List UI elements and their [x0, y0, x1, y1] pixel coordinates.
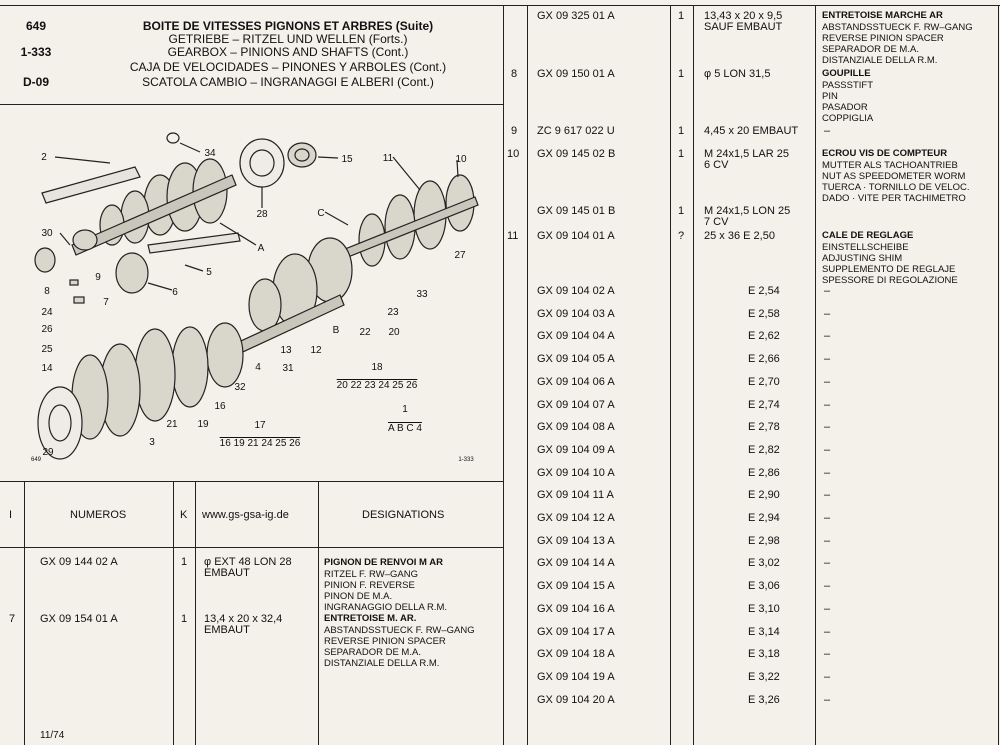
- part-number: GX 09 325 01 A: [537, 10, 615, 22]
- callout-13: 13: [280, 345, 292, 356]
- rule-left-desig: [318, 481, 319, 745]
- desig-line: SEPARADOR DE M.A.: [324, 647, 421, 658]
- header-code-d09: D-09: [22, 75, 49, 89]
- part-number: GX 09 104 19 A: [537, 671, 615, 683]
- rule-right-k: [670, 5, 671, 745]
- rule-col-main: [503, 5, 504, 745]
- part-number: GX 09 104 18 A: [537, 648, 615, 660]
- ref-index: 7: [9, 613, 16, 625]
- desig-dash: –: [824, 285, 831, 297]
- part-number: GX 09 145 02 B: [537, 148, 616, 160]
- callout-18: 18: [371, 362, 383, 373]
- desig-line: SEPARADOR DE M.A.: [822, 44, 919, 55]
- callout-12: 12: [310, 345, 322, 356]
- dim-line: φ EXT 48 LON 28: [204, 556, 292, 568]
- desig-dash: –: [824, 330, 831, 342]
- callout-22: 22: [359, 327, 371, 338]
- thickness: E 2,94: [748, 512, 780, 524]
- callout-c: C: [317, 208, 325, 219]
- desig-title: ENTRETOISE M. AR.: [324, 613, 417, 624]
- desig-dash: –: [824, 308, 831, 320]
- thickness: E 3,06: [748, 580, 780, 592]
- desig-title: CALE DE REGLAGE: [822, 230, 914, 241]
- dim-line: 6 CV: [704, 159, 729, 171]
- part-number: GX 09 104 03 A: [537, 308, 615, 320]
- desig-dash: –: [824, 694, 831, 706]
- header-title-es: CAJA DE VELOCIDADES – PINONES Y ARBOLES (Cont.): [129, 60, 447, 74]
- desig-dash: –: [824, 376, 831, 388]
- thickness: E 3,26: [748, 694, 780, 706]
- dim-line: 13,43 x 20 x 9,5: [704, 10, 783, 22]
- dim-line: EMBAUT: [204, 624, 250, 636]
- callout-23: 23: [387, 307, 399, 318]
- part-number: GX 09 104 04 A: [537, 330, 615, 342]
- callout-b: B: [332, 325, 340, 336]
- desig-line: DISTANZIALE DELLA R.M.: [822, 55, 938, 66]
- thickness: E 2,90: [748, 489, 780, 501]
- header-title-it: SCATOLA CAMBIO – INGRANAGGI E ALBERI (Cont.): [142, 75, 434, 89]
- desig-line: PIN: [822, 91, 838, 102]
- desig-line: ABSTANDSSTUECK F. RW–GANG: [324, 625, 475, 636]
- ref-index: 11: [507, 230, 519, 242]
- header-code-1333: 1-333: [20, 45, 52, 59]
- callout-17: 17: [254, 420, 266, 431]
- rule-left-k: [173, 481, 174, 745]
- qty: 1: [181, 556, 188, 568]
- part-number: GX 09 104 06 A: [537, 376, 615, 388]
- col-header-designations: DESIGNATIONS: [362, 509, 445, 521]
- desig-line: INGRANAGGIO DELLA R.M.: [324, 602, 447, 613]
- part-number: GX 09 104 12 A: [537, 512, 615, 524]
- thickness: E 3,18: [748, 648, 780, 660]
- callout-29: 29: [42, 447, 54, 458]
- dim-line: 25 x 36 E 2,50: [704, 230, 775, 242]
- callout-34: 34: [204, 148, 216, 159]
- desig-dash: –: [824, 512, 831, 524]
- part-number: GX 09 104 15 A: [537, 580, 615, 592]
- thickness: E 2,58: [748, 308, 780, 320]
- thickness: E 2,70: [748, 376, 780, 388]
- desig-dash: –: [824, 444, 831, 456]
- thickness: E 2,86: [748, 467, 780, 479]
- desig-dash: –: [824, 626, 831, 638]
- callout-6: 6: [172, 287, 178, 298]
- desig-line: –: [824, 125, 831, 137]
- part-number: GX 09 145 01 B: [537, 205, 616, 217]
- col-header-k: K: [180, 509, 188, 521]
- desig-line: DISTANZIALE DELLA R.M.: [324, 658, 440, 669]
- dim-line: φ 5 LON 31,5: [704, 68, 771, 80]
- callout-8: 8: [44, 286, 50, 297]
- desig-line: PASSSTIFT: [822, 80, 874, 91]
- desig-line: EINSTELLSCHEIBE: [822, 242, 909, 253]
- callout-21: 21: [166, 419, 178, 430]
- callout-20: 20: [388, 327, 400, 338]
- callout-26: 26: [41, 324, 53, 335]
- callout-14: 14: [41, 363, 53, 374]
- exploded-gearbox-diagram: [0, 105, 503, 481]
- part-number: GX 09 144 02 A: [40, 556, 118, 568]
- group-18-parts: 20 22 23 24 25 26: [336, 380, 418, 391]
- desig-line: SUPPLEMENTO DE REGLAJE: [822, 264, 956, 275]
- rule-right-dim: [693, 5, 694, 745]
- header-title-fr: BOITE DE VITESSES PIGNONS ET ARBRES (Suite): [142, 19, 434, 33]
- dim-line: 13,4 x 20 x 32,4: [204, 613, 283, 625]
- part-number: GX 09 104 14 A: [537, 557, 615, 569]
- thickness: E 3,10: [748, 603, 780, 615]
- desig-dash: –: [824, 648, 831, 660]
- group-17-parts: 16 19 21 24 25 26: [219, 438, 301, 449]
- thickness: E 2,78: [748, 421, 780, 433]
- part-number: GX 09 104 20 A: [537, 694, 615, 706]
- desig-line: ABSTANDSSTUECK F. RW–GANG: [822, 22, 973, 33]
- thickness: E 2,66: [748, 353, 780, 365]
- desig-line: RITZEL F. RW–GANG: [324, 569, 418, 580]
- callout-16: 16: [214, 401, 226, 412]
- part-number: GX 09 104 08 A: [537, 421, 615, 433]
- rule-thead-bottom: [0, 547, 503, 548]
- rule-left-i: [24, 481, 25, 745]
- part-number: ZC 9 617 022 U: [537, 125, 615, 137]
- corner-code: 649: [30, 457, 42, 463]
- desig-line: PINON DE M.A.: [324, 591, 393, 602]
- dim-line: 4,45 x 20 EMBAUT: [704, 125, 799, 137]
- thickness: E 2,98: [748, 535, 780, 547]
- page-footer-date: 11/74: [40, 730, 65, 741]
- part-number: GX 09 104 02 A: [537, 285, 615, 297]
- desig-line: TUERCA · TORNILLO DE VELOC.: [822, 182, 970, 193]
- callout-7: 7: [103, 297, 109, 308]
- qty: 1: [678, 205, 685, 217]
- ref-index: 8: [511, 68, 518, 80]
- desig-line: ADJUSTING SHIM: [822, 253, 903, 264]
- part-number: GX 09 104 17 A: [537, 626, 615, 638]
- desig-line: MUTTER ALS TACHOANTRIEB: [822, 160, 958, 171]
- callout-19: 19: [197, 419, 209, 430]
- dim-line: EMBAUT: [204, 567, 250, 579]
- part-number: GX 09 104 10 A: [537, 467, 615, 479]
- thickness: E 2,62: [748, 330, 780, 342]
- callout-24: 24: [41, 307, 53, 318]
- qty: 1: [678, 148, 685, 160]
- callout-32: 32: [234, 382, 246, 393]
- desig-dash: –: [824, 603, 831, 615]
- rule-right-i: [527, 5, 528, 745]
- part-number: GX 09 104 07 A: [537, 399, 615, 411]
- rule-top: [0, 5, 1000, 6]
- qty: 1: [678, 68, 685, 80]
- desig-line: DADO · VITE PER TACHIMETRO: [822, 193, 966, 204]
- desig-dash: –: [824, 535, 831, 547]
- header-title-en: GEARBOX – PINIONS AND SHAFTS (Cont.): [167, 45, 409, 59]
- rule-right-edge: [998, 5, 999, 745]
- group-1-parts: A B C 4: [388, 423, 422, 434]
- desig-line: REVERSE PINION SPACER: [324, 636, 446, 647]
- dim-line: SAUF EMBAUT: [704, 21, 783, 33]
- ref-index: 9: [511, 125, 518, 137]
- desig-dash: –: [824, 353, 831, 365]
- part-number: GX 09 104 09 A: [537, 444, 615, 456]
- ref-small: 1-333: [458, 457, 474, 463]
- callout-a: A: [257, 243, 265, 254]
- col-header-numeros: NUMEROS: [70, 509, 127, 521]
- part-number: GX 09 154 01 A: [40, 613, 118, 625]
- desig-line: REVERSE PINION SPACER: [822, 33, 944, 44]
- desig-line: NUT AS SPEEDOMETER WORM: [822, 171, 966, 182]
- desig-dash: –: [824, 671, 831, 683]
- header-title-de: GETRIEBE – RITZEL UND WELLEN (Forts.): [168, 32, 408, 46]
- callout-5: 5: [206, 267, 212, 278]
- dim-line: 7 CV: [704, 216, 729, 228]
- thickness: E 3,02: [748, 557, 780, 569]
- callout-1: 1: [402, 404, 408, 415]
- callout-9: 9: [95, 272, 101, 283]
- thickness: E 2,54: [748, 285, 780, 297]
- desig-title: ECROU VIS DE COMPTEUR: [822, 148, 948, 159]
- desig-dash: –: [824, 421, 831, 433]
- callout-28: 28: [256, 209, 268, 220]
- header-code-649: 649: [25, 19, 47, 33]
- thickness: E 3,22: [748, 671, 780, 683]
- thickness: E 2,82: [748, 444, 780, 456]
- dim-line: M 24x1,5 LON 25: [704, 205, 791, 217]
- desig-dash: –: [824, 489, 831, 501]
- desig-line: SPESSORE DI REGOLAZIONE: [822, 275, 958, 286]
- part-number: GX 09 104 16 A: [537, 603, 615, 615]
- callout-25: 25: [41, 344, 53, 355]
- thickness: E 2,74: [748, 399, 780, 411]
- callout-27: 27: [454, 250, 466, 261]
- desig-dash: –: [824, 580, 831, 592]
- callout-11: 11: [382, 153, 394, 164]
- callout-2: 2: [41, 152, 47, 163]
- desig-dash: –: [824, 467, 831, 479]
- callout-3: 3: [149, 437, 155, 448]
- desig-line: PASADOR: [822, 102, 868, 113]
- part-number: GX 09 104 05 A: [537, 353, 615, 365]
- part-number: GX 09 150 01 A: [537, 68, 615, 80]
- rule-diagram-bottom: [0, 481, 503, 482]
- desig-title: PIGNON DE RENVOI M AR: [324, 557, 443, 568]
- desig-dash: –: [824, 399, 831, 411]
- dim-line: M 24x1,5 LAR 25: [704, 148, 789, 160]
- desig-line: COPPIGLIA: [822, 113, 874, 124]
- desig-title: GOUPILLE: [822, 68, 871, 79]
- col-header-watermark: www.gs-gsa-ig.de: [202, 509, 289, 521]
- desig-dash: –: [824, 557, 831, 569]
- callout-10: 10: [455, 154, 467, 165]
- rule-left-dim: [195, 481, 196, 745]
- callout-30: 30: [41, 228, 53, 239]
- desig-title: ENTRETOISE MARCHE AR: [822, 10, 943, 21]
- ref-index: 10: [507, 148, 520, 160]
- desig-line: PINION F. REVERSE: [324, 580, 415, 591]
- callout-33: 33: [416, 289, 428, 300]
- qty: 1: [678, 10, 685, 22]
- callout-15: 15: [341, 154, 353, 165]
- rule-right-desig: [815, 5, 816, 745]
- col-header-i: I: [9, 509, 13, 521]
- callout-4: 4: [255, 362, 261, 373]
- part-number: GX 09 104 13 A: [537, 535, 615, 547]
- part-number: GX 09 104 01 A: [537, 230, 615, 242]
- callout-31: 31: [282, 363, 294, 374]
- part-number: GX 09 104 11 A: [537, 489, 614, 501]
- thickness: E 3,14: [748, 626, 780, 638]
- qty: 1: [181, 613, 188, 625]
- qty: ?: [678, 230, 685, 242]
- qty: 1: [678, 125, 685, 137]
